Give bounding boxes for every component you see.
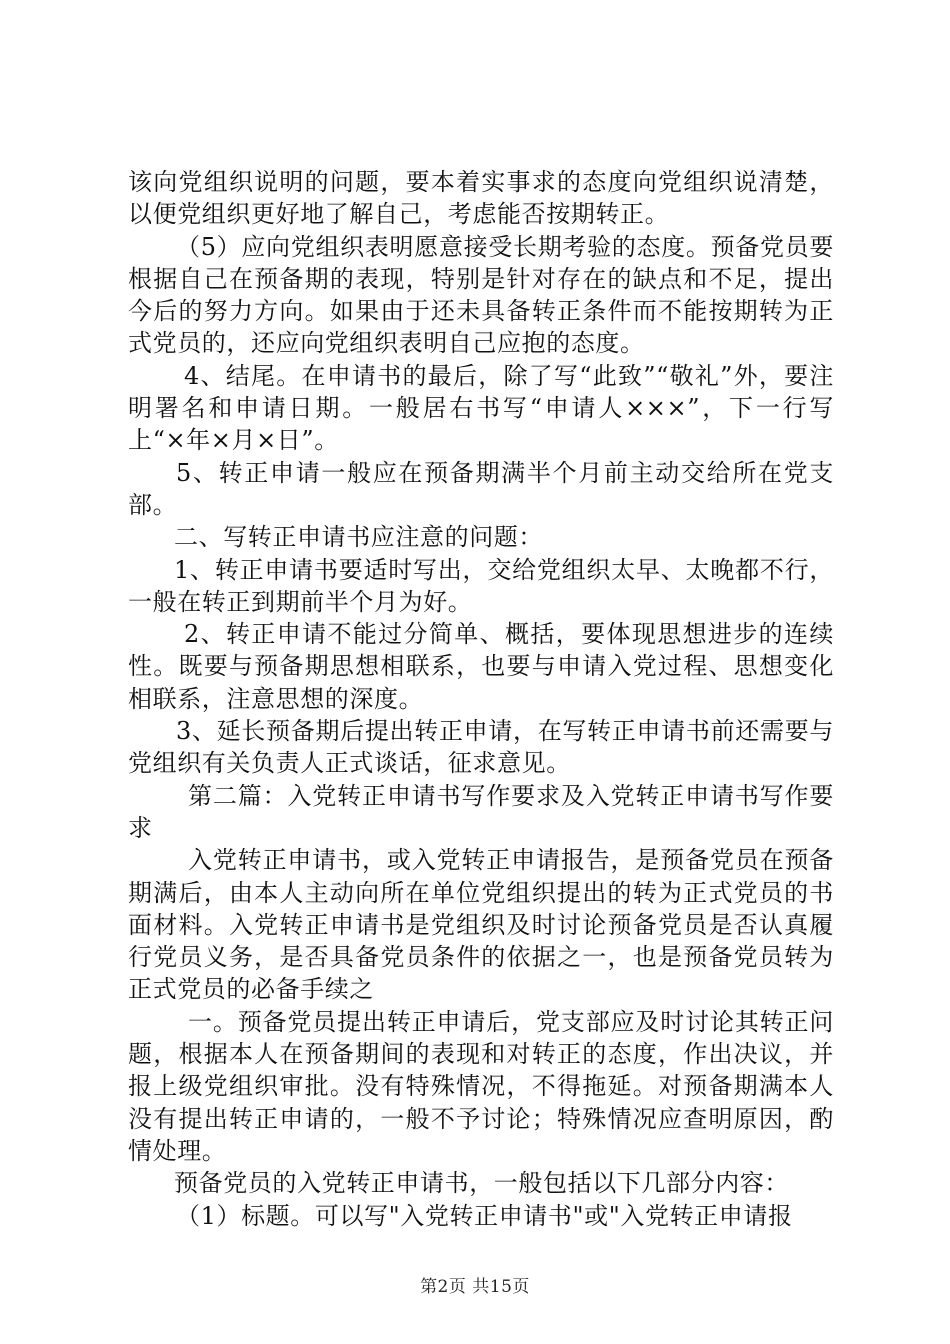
paragraph-4: 5、转正申请一般应在预备期满半个月前主动交给所在党支部。 (128, 458, 834, 519)
paragraph-7: 2、转正申请不能过分简单、概括，要体现思想进步的连续性。既要与预备期思想相联系，也要与申请入党过程、思想变化相联系，注意思想的深度。 (128, 620, 834, 713)
paragraph-1: 该向党组织说明的问题，要本着实事求的态度向党组织说清楚，以便党组织更好地了解自己，考虑能否按期转正。 (128, 168, 834, 229)
paragraph-6: 1、转正申请书要适时写出，交给党组织太早、太晚都不行，一般在转正到期前半个月为好。 (128, 555, 834, 616)
section-heading: 第二篇：入党转正申请书写作要求及入党转正申请书写作要求 (128, 781, 834, 842)
paragraph-12: （1）标题。可以写"入党转正申请书"或"入党转正申请报 (176, 1201, 793, 1230)
paragraph-5: 二、写转正申请书应注意的问题： (174, 523, 543, 552)
paragraph-9: 入党转正申请书，或入党转正申请报告，是预备党员在预备期满后，由本人主动向所在单位党组织提出的转为正式党员的书面材料。入党转正申请书是党组织及时讨论预备党员是否认真履行党员义务，是否具备党员条件的依据之一，也是预备党员转为正式党员的必备手续之 (128, 846, 834, 1004)
paragraph-2: （5）应向党组织表明愿意接受长期考验的态度。预备党员要根据自己在预备期的表现，特别是针对存在的缺点和不足，提出今后的努力方向。如果由于还未具备转正条件而不能按期转为正式党员的，还应向党组织表明自己应抱的态度。 (128, 232, 834, 358)
paragraph-10: 一。预备党员提出转正申请后，党支部应及时讨论其转正问题，根据本人在预备期间的表现和对转正的态度，作出决议，并报上级党组织审批。没有特殊情况，不得拖延。对预备期满本人没有提出转正申请的，一般不予讨论；特殊情况应查明原因，酌情处理。 (128, 1007, 834, 1165)
paragraph-11: 预备党员的入党转正申请书，一般包括以下几部分内容： (174, 1169, 789, 1198)
page-footer: 第2页 共15页 (420, 1277, 530, 1297)
document-body (128, 166, 834, 1232)
paragraph-8: 3、延长预备期后提出转正申请，在写转正申请书前还需要与党组织有关负责人正式谈话，征求意见。 (128, 717, 834, 778)
paragraph-3: 4、结尾。在申请书的最后，除了写“此致”“敬礼”外，要注明署名和申请日期。一般居右书写“申请人×××”，下一行写上“×年×月×日”。 (128, 361, 834, 455)
